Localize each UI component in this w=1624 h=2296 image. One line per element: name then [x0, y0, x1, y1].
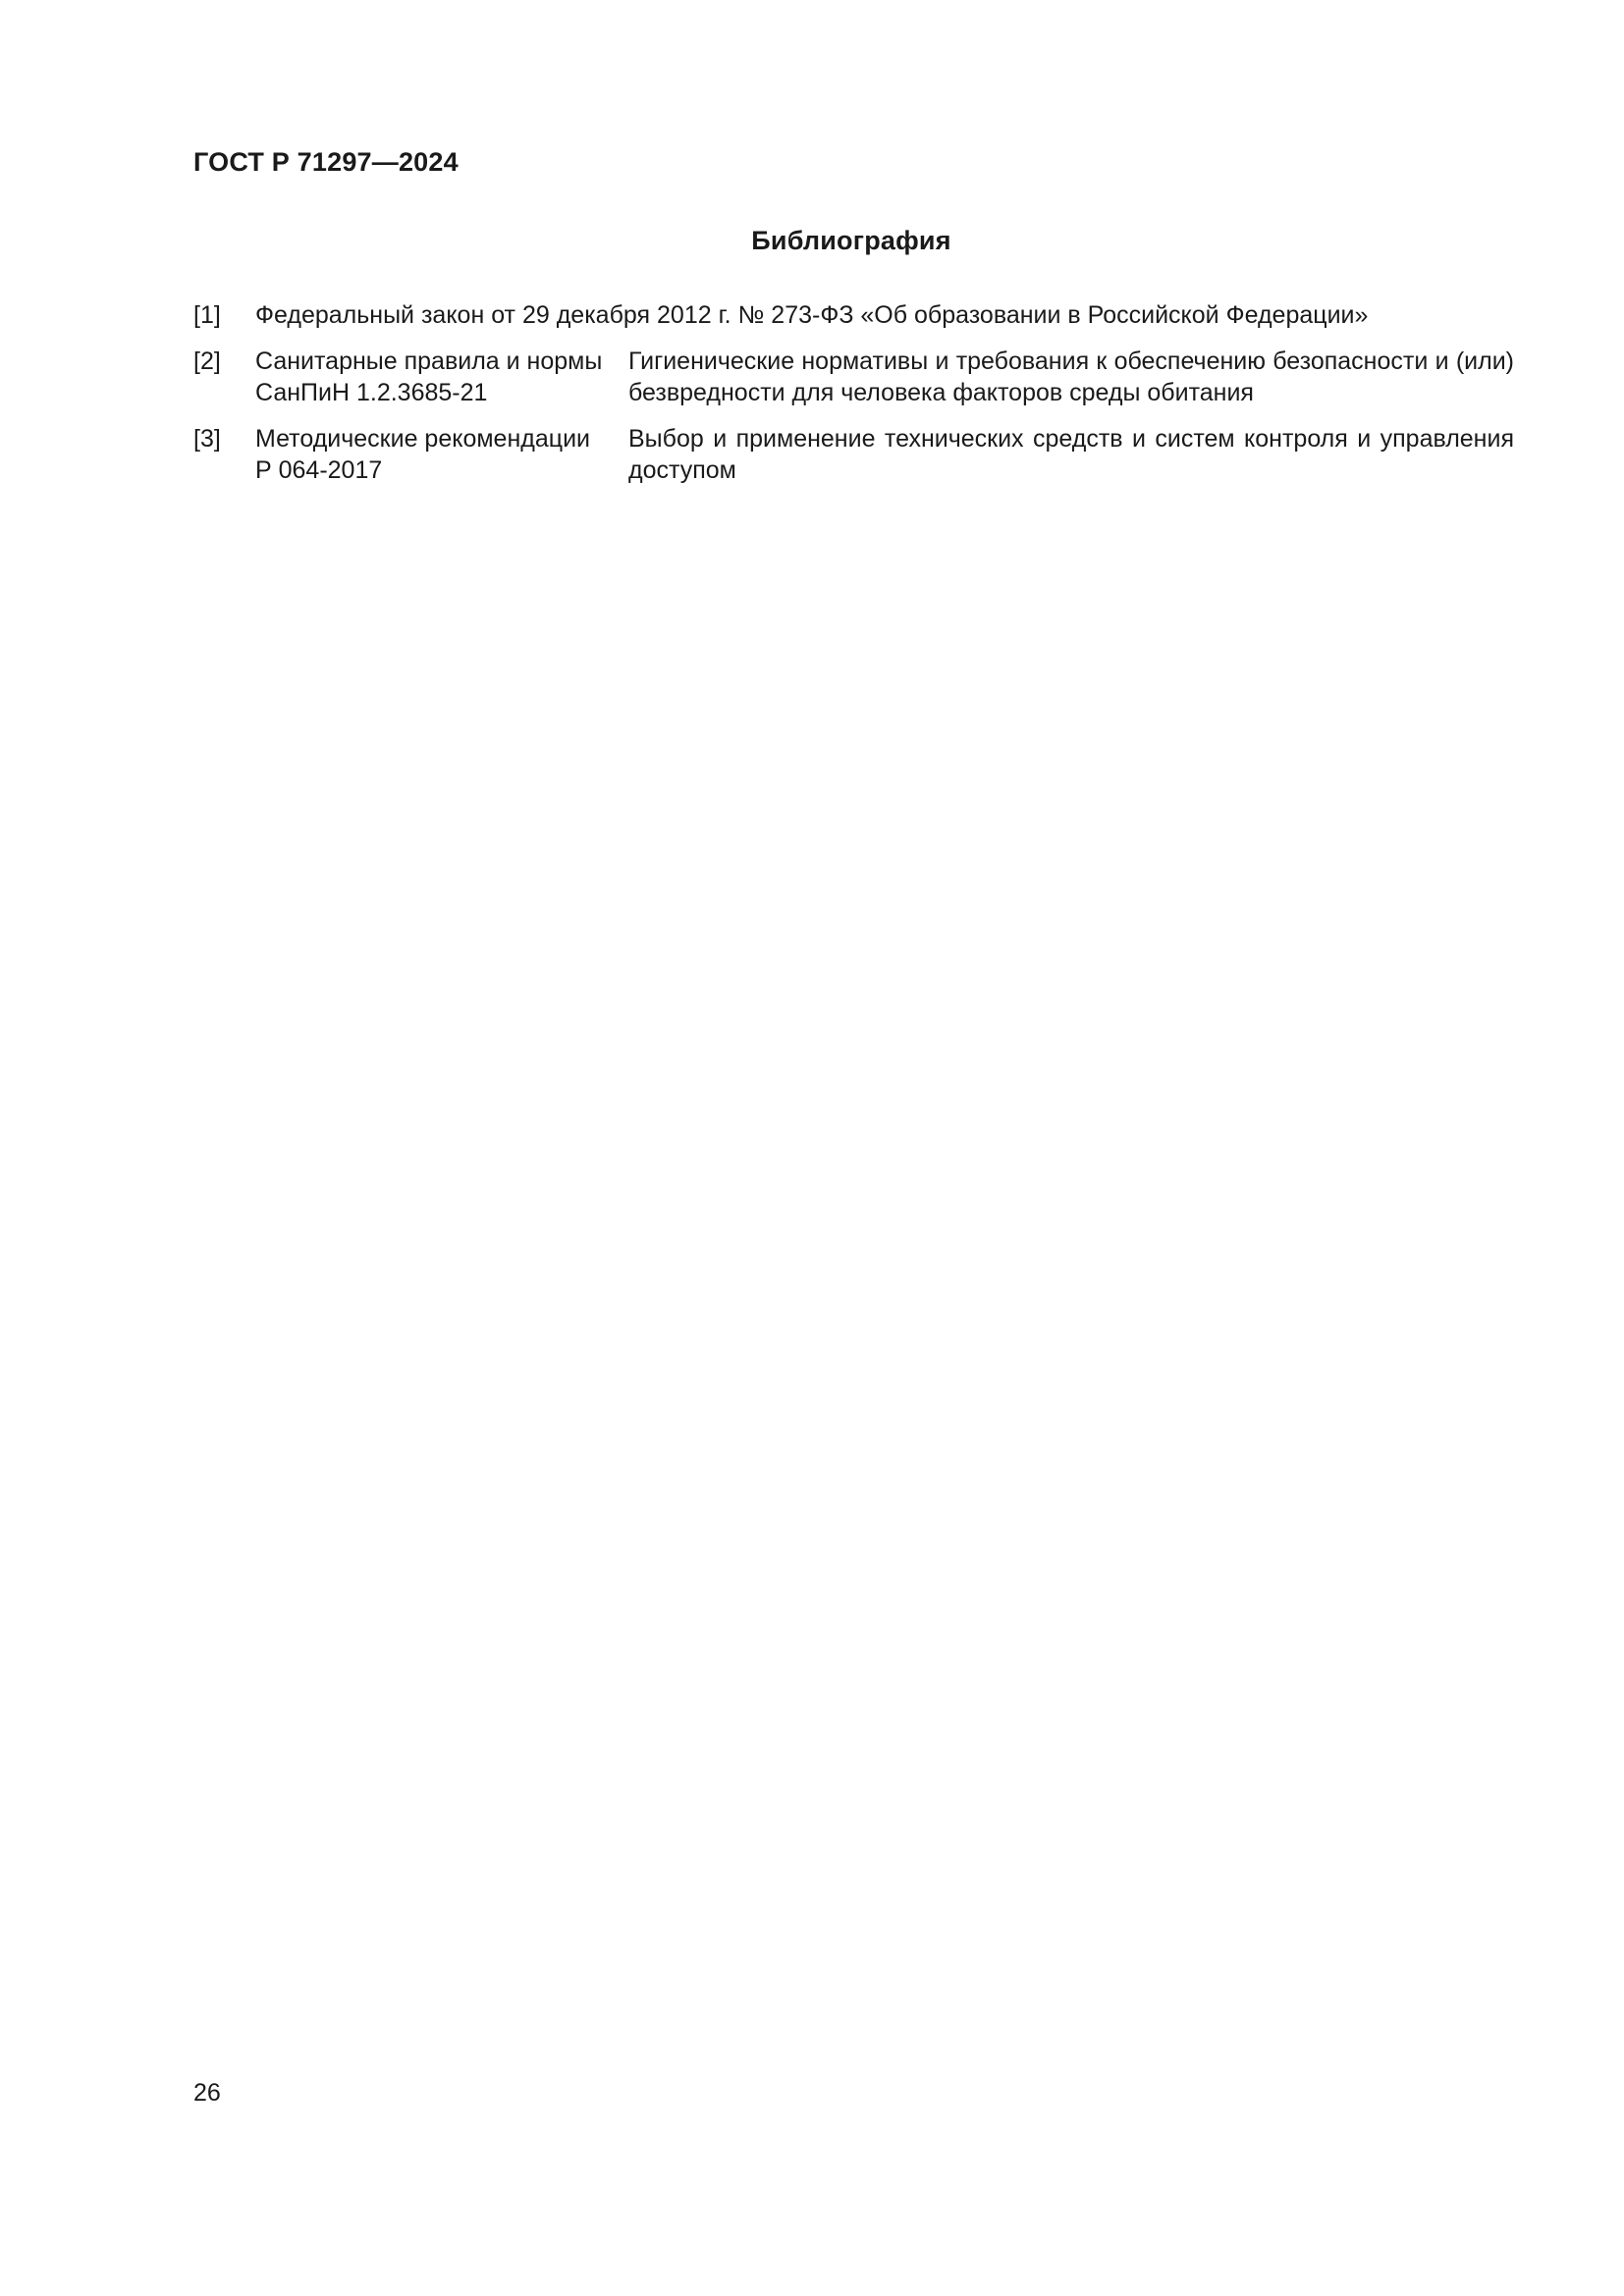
entry-source-type: Методические рекомендации	[255, 425, 591, 453]
bibliography-list	[193, 299, 1514, 501]
standard-code-header: ГОСТ Р 71297—2024	[193, 147, 459, 177]
entry-source-designation: Р 064-2017	[255, 456, 383, 484]
entry-text: Федеральный закон от 29 декабря 2012 г. № 273-ФЗ «Об образовании в Российской Федерации»	[255, 301, 1369, 329]
entry-number: [1]	[193, 301, 221, 329]
entry-source	[255, 423, 628, 486]
entry-number: [3]	[193, 425, 221, 453]
entry-source-designation: СанПиН 1.2.3685-21	[255, 379, 488, 406]
entry-number: [2]	[193, 347, 221, 375]
bibliography-entry-3	[193, 423, 1514, 486]
entry-description: Выбор и применение технических средств и систем контроля и управления доступом	[628, 425, 1514, 484]
entry-source	[255, 346, 628, 408]
bibliography-entry-2	[193, 346, 1514, 408]
bibliography-title: Библиография	[751, 226, 951, 255]
entry-source-type: Санитарные правила и нормы	[255, 347, 603, 375]
page-number: 26	[193, 2079, 221, 2107]
entry-description: Гигиенические нормативы и требования к обеспечению безопасности и (или) безвредности для человека факторов среды обитания	[628, 347, 1514, 406]
bibliography-entry-1	[193, 299, 1514, 331]
